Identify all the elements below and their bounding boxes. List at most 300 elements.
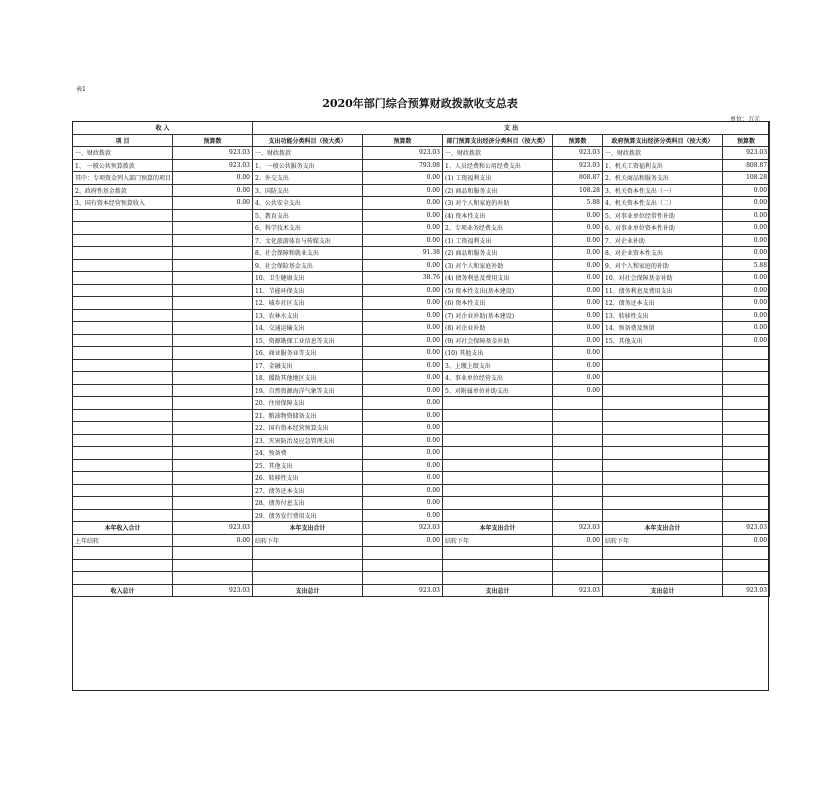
amount-cell <box>553 472 603 485</box>
amount-cell: 0.00 <box>363 434 443 447</box>
amount-cell <box>173 334 253 347</box>
item-cell: (2) 商品和服务支出 <box>443 247 553 260</box>
item-cell <box>73 559 173 572</box>
amount-cell: 5.88 <box>723 259 770 272</box>
amount-cell: 0.00 <box>723 272 770 285</box>
amount-cell: 0.00 <box>553 222 603 235</box>
item-cell: 本年支出合计 <box>253 522 363 535</box>
amount-cell: 0.00 <box>363 209 443 222</box>
item-cell <box>73 309 173 322</box>
item-cell: 8、对企业资本性支出 <box>603 247 723 260</box>
item-cell <box>73 434 173 447</box>
item-cell: (9) 对社会保障基金补助 <box>443 334 553 347</box>
amount-cell: 0.00 <box>363 172 443 185</box>
amount-cell: 0.00 <box>173 172 253 185</box>
item-cell <box>73 234 173 247</box>
item-cell <box>73 297 173 310</box>
table-row <box>73 509 770 522</box>
item-cell: 20、住房保障支出 <box>253 397 363 410</box>
item-cell: 本年支出合计 <box>443 522 553 535</box>
item-cell <box>73 259 173 272</box>
amount-cell <box>363 572 443 585</box>
amount-cell: 0.00 <box>553 384 603 397</box>
amount-cell <box>553 409 603 422</box>
item-cell: (6) 资本性支出 <box>443 297 553 310</box>
amount-cell: 923.03 <box>173 159 253 172</box>
table-row <box>73 434 770 447</box>
amount-cell <box>723 434 770 447</box>
table-row <box>73 222 770 235</box>
amount-cell <box>363 547 443 560</box>
item-cell <box>603 497 723 510</box>
amount-cell: 0.00 <box>723 334 770 347</box>
item-cell <box>443 472 553 485</box>
amount-cell <box>723 359 770 372</box>
group-header-row <box>73 122 770 135</box>
amount-cell: 923.03 <box>173 522 253 535</box>
amount-cell: 0.00 <box>553 322 603 335</box>
item-cell: 18、援助其他地区支出 <box>253 372 363 385</box>
amount-cell: 0.00 <box>363 397 443 410</box>
item-cell: 14、交通运输支出 <box>253 322 363 335</box>
item-cell <box>443 459 553 472</box>
item-cell: 6、对事业单位资本性补助 <box>603 222 723 235</box>
table-row <box>73 234 770 247</box>
amount-cell: 0.00 <box>723 222 770 235</box>
amount-cell: 0.00 <box>363 297 443 310</box>
blank-row <box>73 547 770 560</box>
item-cell: 一、财政拨款 <box>603 147 723 160</box>
amount-cell <box>553 509 603 522</box>
amount-cell: 0.00 <box>363 484 443 497</box>
amount-cell <box>723 472 770 485</box>
item-cell <box>603 397 723 410</box>
item-cell: 3、国防支出 <box>253 184 363 197</box>
item-cell <box>443 447 553 460</box>
amount-cell <box>173 409 253 422</box>
col-header: 预算数 <box>363 134 443 147</box>
amount-cell <box>173 447 253 460</box>
item-cell: 4、机关资本性支出（二） <box>603 197 723 210</box>
amount-cell <box>173 509 253 522</box>
amount-cell: 923.03 <box>553 147 603 160</box>
table-row <box>73 372 770 385</box>
item-cell <box>603 472 723 485</box>
amount-cell: 923.03 <box>553 584 603 597</box>
item-cell: 9、社会保险基金支出 <box>253 259 363 272</box>
item-cell <box>443 509 553 522</box>
item-cell: 7、文化旅游体育与传媒支出 <box>253 234 363 247</box>
amount-cell: 108.28 <box>553 184 603 197</box>
item-cell: 支出总计 <box>603 584 723 597</box>
amount-cell: 0.00 <box>553 372 603 385</box>
item-cell: 一、财政拨款 <box>73 147 173 160</box>
amount-cell: 0.00 <box>553 272 603 285</box>
subtotal-row <box>73 522 770 535</box>
amount-cell: 923.03 <box>363 522 443 535</box>
amount-cell: 923.03 <box>173 147 253 160</box>
amount-cell: 923.03 <box>553 159 603 172</box>
amount-cell <box>173 284 253 297</box>
item-cell: 本年支出合计 <box>603 522 723 535</box>
table-row <box>73 297 770 310</box>
amount-cell: 0.00 <box>723 184 770 197</box>
item-cell <box>603 422 723 435</box>
amount-cell: 0.00 <box>553 334 603 347</box>
item-cell <box>73 509 173 522</box>
amount-cell: 808.87 <box>723 159 770 172</box>
item-cell <box>603 459 723 472</box>
item-cell: 15、资源勘探工业信息等支出 <box>253 334 363 347</box>
item-cell: 其中：专项资金列入部门预算的项目 <box>73 172 173 185</box>
item-cell <box>443 572 553 585</box>
table-row <box>73 484 770 497</box>
table-row <box>73 159 770 172</box>
amount-cell <box>173 547 253 560</box>
amount-cell: 91.38 <box>363 247 443 260</box>
item-cell: 5、教育支出 <box>253 209 363 222</box>
item-cell: 本年收入合计 <box>73 522 173 535</box>
item-cell <box>73 497 173 510</box>
item-cell: (7) 对企业补助(基本建设) <box>443 309 553 322</box>
item-cell <box>603 434 723 447</box>
page-label: 表1 <box>76 86 86 93</box>
item-cell: 21、粮油物资储备支出 <box>253 409 363 422</box>
amount-cell <box>723 547 770 560</box>
amount-cell <box>173 209 253 222</box>
amount-cell: 0.00 <box>553 309 603 322</box>
amount-cell <box>173 472 253 485</box>
amount-cell: 0.00 <box>553 247 603 260</box>
col-header: 项 目 <box>73 134 173 147</box>
amount-cell <box>173 234 253 247</box>
amount-cell <box>173 397 253 410</box>
amount-cell <box>173 359 253 372</box>
budget-table <box>72 121 770 597</box>
amount-cell: 0.00 <box>363 347 443 360</box>
item-cell: 2、机关商品和服务支出 <box>603 172 723 185</box>
amount-cell: 923.03 <box>553 522 603 535</box>
amount-cell: 923.03 <box>363 147 443 160</box>
item-cell: 16、商业服务业等支出 <box>253 347 363 360</box>
amount-cell: 0.00 <box>363 384 443 397</box>
amount-cell <box>173 309 253 322</box>
item-cell: 13、农林水支出 <box>253 309 363 322</box>
amount-cell: 0.00 <box>723 197 770 210</box>
item-cell <box>73 397 173 410</box>
table-row <box>73 197 770 210</box>
income-group-header: 收 入 <box>73 122 253 135</box>
amount-cell <box>173 484 253 497</box>
amount-cell <box>553 434 603 447</box>
blank-row <box>73 572 770 585</box>
item-cell: 7、对企业补助 <box>603 234 723 247</box>
amount-cell <box>173 247 253 260</box>
item-cell <box>73 347 173 360</box>
amount-cell: 0.00 <box>723 284 770 297</box>
item-cell: 24、预备费 <box>253 447 363 460</box>
item-cell <box>603 484 723 497</box>
col-header: 部门预算支出经济分类科目（按大类） <box>443 134 553 147</box>
amount-cell: 793.08 <box>363 159 443 172</box>
item-cell: 结转下年 <box>253 534 363 547</box>
col-header: 支出功能分类科目（按大类） <box>253 134 363 147</box>
item-cell: 12、城乡社区支出 <box>253 297 363 310</box>
table-row <box>73 147 770 160</box>
item-cell: 25、其他支出 <box>253 459 363 472</box>
amount-cell <box>723 497 770 510</box>
amount-cell <box>173 459 253 472</box>
item-cell <box>73 384 173 397</box>
amount-cell <box>553 559 603 572</box>
item-cell: 13、转移性支出 <box>603 309 723 322</box>
item-cell <box>603 572 723 585</box>
item-cell <box>73 572 173 585</box>
amount-cell: 0.00 <box>363 372 443 385</box>
item-cell: 2、政府性基金拨款 <box>73 184 173 197</box>
table-row <box>73 284 770 297</box>
amount-cell <box>723 509 770 522</box>
amount-cell <box>173 559 253 572</box>
item-cell: 11、节能环保支出 <box>253 284 363 297</box>
item-cell: 14、预备费及预留 <box>603 322 723 335</box>
amount-cell: 0.00 <box>723 534 770 547</box>
amount-cell: 0.00 <box>363 184 443 197</box>
column-header-row <box>73 134 770 147</box>
table-row <box>73 447 770 460</box>
item-cell <box>73 222 173 235</box>
item-cell: 4、公共安全支出 <box>253 197 363 210</box>
item-cell: 15、其他支出 <box>603 334 723 347</box>
amount-cell: 0.00 <box>363 409 443 422</box>
item-cell <box>603 347 723 360</box>
amount-cell: 0.00 <box>363 222 443 235</box>
unit-label: 单位：万元 <box>730 116 761 123</box>
item-cell <box>443 484 553 497</box>
item-cell <box>73 209 173 222</box>
item-cell: 10、对社会保障基金补助 <box>603 272 723 285</box>
amount-cell <box>173 347 253 360</box>
item-cell <box>603 384 723 397</box>
amount-cell: 923.03 <box>723 147 770 160</box>
item-cell <box>73 247 173 260</box>
item-cell <box>603 447 723 460</box>
amount-cell <box>553 547 603 560</box>
amount-cell <box>553 422 603 435</box>
item-cell: 结转下年 <box>443 534 553 547</box>
amount-cell <box>363 559 443 572</box>
table-row <box>73 497 770 510</box>
expense-group-header: 支 出 <box>253 122 770 135</box>
item-cell: 2、外交支出 <box>253 172 363 185</box>
item-cell: 19、自然资源海洋气象等支出 <box>253 384 363 397</box>
item-cell: (4) 资本性支出 <box>443 209 553 222</box>
amount-cell <box>723 422 770 435</box>
amount-cell: 0.00 <box>723 309 770 322</box>
amount-cell: 38.76 <box>363 272 443 285</box>
item-cell <box>443 397 553 410</box>
amount-cell: 0.00 <box>363 422 443 435</box>
item-cell: 3、国有资本经营预算收入 <box>73 197 173 210</box>
amount-cell <box>173 572 253 585</box>
item-cell <box>443 409 553 422</box>
amount-cell <box>723 372 770 385</box>
item-cell: 3、上缴上级支出 <box>443 359 553 372</box>
amount-cell: 808.87 <box>553 172 603 185</box>
amount-cell: 0.00 <box>553 284 603 297</box>
amount-cell <box>173 384 253 397</box>
item-cell: 17、金融支出 <box>253 359 363 372</box>
amount-cell: 0.00 <box>363 259 443 272</box>
amount-cell: 0.00 <box>553 359 603 372</box>
item-cell: 10、卫生健康支出 <box>253 272 363 285</box>
table-row <box>73 409 770 422</box>
amount-cell: 0.00 <box>363 334 443 347</box>
item-cell: (10) 其他支出 <box>443 347 553 360</box>
amount-cell <box>723 559 770 572</box>
amount-cell: 0.00 <box>363 284 443 297</box>
amount-cell <box>173 497 253 510</box>
amount-cell: 5.88 <box>553 197 603 210</box>
amount-cell <box>173 372 253 385</box>
amount-cell <box>723 397 770 410</box>
item-cell <box>73 472 173 485</box>
amount-cell: 923.03 <box>723 584 770 597</box>
item-cell: 4、事业单位经营支出 <box>443 372 553 385</box>
item-cell: (1) 工资福利支出 <box>443 234 553 247</box>
table-row <box>73 347 770 360</box>
item-cell <box>73 422 173 435</box>
amount-cell <box>723 384 770 397</box>
amount-cell: 0.00 <box>363 322 443 335</box>
item-cell <box>253 572 363 585</box>
col-header: 政府预算支出经济分类科目（按大类） <box>603 134 723 147</box>
item-cell: 结转下年 <box>603 534 723 547</box>
amount-cell <box>723 572 770 585</box>
item-cell: 6、科学技术支出 <box>253 222 363 235</box>
col-header: 预算数 <box>723 134 770 147</box>
item-cell: 5、对事业单位经常性补助 <box>603 209 723 222</box>
amount-cell: 0.00 <box>173 184 253 197</box>
table-row <box>73 459 770 472</box>
table-row <box>73 472 770 485</box>
amount-cell: 0.00 <box>363 534 443 547</box>
amount-cell <box>173 422 253 435</box>
item-cell <box>443 497 553 510</box>
amount-cell <box>173 259 253 272</box>
table-row <box>73 422 770 435</box>
item-cell: (3) 对个人和家庭的补助 <box>443 197 553 210</box>
item-cell <box>603 409 723 422</box>
amount-cell: 0.00 <box>553 534 603 547</box>
item-cell <box>253 547 363 560</box>
amount-cell <box>173 222 253 235</box>
item-cell: 28、债务付息支出 <box>253 497 363 510</box>
amount-cell <box>723 347 770 360</box>
amount-cell <box>723 447 770 460</box>
amount-cell: 0.00 <box>173 197 253 210</box>
item-cell <box>603 509 723 522</box>
amount-cell: 0.00 <box>363 359 443 372</box>
item-cell <box>73 547 173 560</box>
item-cell <box>73 272 173 285</box>
table-row <box>73 397 770 410</box>
item-cell: (5) 资本性支出(基本建设) <box>443 284 553 297</box>
amount-cell: 0.00 <box>363 459 443 472</box>
item-cell <box>443 547 553 560</box>
item-cell <box>73 459 173 472</box>
item-cell <box>73 284 173 297</box>
table-row <box>73 172 770 185</box>
amount-cell: 0.00 <box>363 472 443 485</box>
carry-row <box>73 534 770 547</box>
page-title: 2020年部门综合预算财政拨款收支总表 <box>322 97 518 110</box>
amount-cell <box>553 459 603 472</box>
amount-cell <box>173 297 253 310</box>
item-cell <box>73 322 173 335</box>
amount-cell <box>173 322 253 335</box>
item-cell: (1) 工资福利支出 <box>443 172 553 185</box>
amount-cell: 108.28 <box>723 172 770 185</box>
amount-cell <box>173 434 253 447</box>
item-cell <box>443 559 553 572</box>
amount-cell: 0.00 <box>553 297 603 310</box>
table-row <box>73 309 770 322</box>
item-cell: 1、人员经费和公用经费支出 <box>443 159 553 172</box>
item-cell <box>73 334 173 347</box>
table-row <box>73 259 770 272</box>
item-cell: 一、财政拨款 <box>443 147 553 160</box>
item-cell: (2) 商品和服务支出 <box>443 184 553 197</box>
item-cell: 1、 一般公共预算拨款 <box>73 159 173 172</box>
amount-cell: 0.00 <box>363 234 443 247</box>
amount-cell <box>553 447 603 460</box>
amount-cell: 0.00 <box>553 347 603 360</box>
item-cell <box>73 484 173 497</box>
item-cell: 29、债务发行费用支出 <box>253 509 363 522</box>
item-cell <box>603 359 723 372</box>
item-cell: 支出总计 <box>443 584 553 597</box>
item-cell: (8) 对企业补助 <box>443 322 553 335</box>
item-cell: 1、 一般公共服务支出 <box>253 159 363 172</box>
amount-cell: 0.00 <box>173 534 253 547</box>
item-cell: 9、对个人和家庭的补助 <box>603 259 723 272</box>
amount-cell: 0.00 <box>553 259 603 272</box>
amount-cell <box>553 572 603 585</box>
item-cell: 收入总计 <box>73 584 173 597</box>
table-row <box>73 209 770 222</box>
item-cell: 上年结转 <box>73 534 173 547</box>
item-cell: (3) 对个人和家庭补助 <box>443 259 553 272</box>
item-cell: 3、机关资本性支出（一） <box>603 184 723 197</box>
amount-cell: 0.00 <box>363 447 443 460</box>
table-row <box>73 272 770 285</box>
item-cell: 22、国有资本经营预算支出 <box>253 422 363 435</box>
amount-cell: 0.00 <box>363 197 443 210</box>
grand-total-row <box>73 584 770 597</box>
item-cell <box>443 434 553 447</box>
amount-cell <box>553 484 603 497</box>
amount-cell <box>723 459 770 472</box>
item-cell: 27、债务还本支出 <box>253 484 363 497</box>
item-cell <box>73 359 173 372</box>
table-row <box>73 334 770 347</box>
amount-cell: 923.03 <box>363 584 443 597</box>
amount-cell: 923.03 <box>723 522 770 535</box>
item-cell: 11、债务利息及费用支出 <box>603 284 723 297</box>
item-cell: 1、机关工资福利支出 <box>603 159 723 172</box>
item-cell: 一、财政拨款 <box>253 147 363 160</box>
